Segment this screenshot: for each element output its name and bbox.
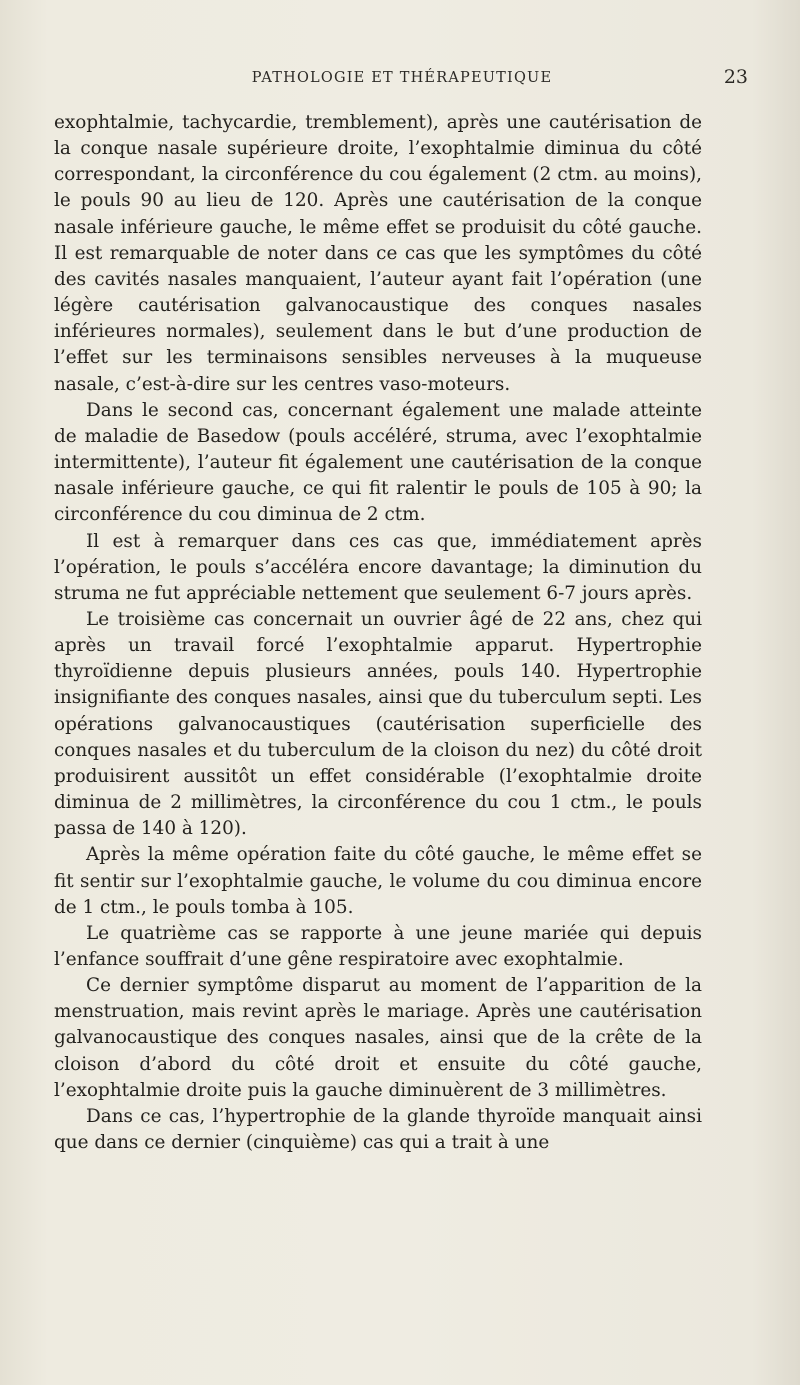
paragraph-third-case: Le troisième cas concernait un ouvrier âgé de 22 ans, chez qui après un travail forcé l’exophtalmie apparut. Hypertrophie thyroïdienne depuis plusieurs années, pouls 140. Hypertrophie insignifiante des conques nasales, ainsi que du tuberculum septi. Les opérations galvanocaustiques (cautérisation superficielle des conques nasales et du tuberculum de la cloison du nez) du côté droit produisirent aussitôt un effet considérable (l’exophtalmie droite diminua de 2 millimètres, la circonférence du cou 1 ctm., le pouls passa de 140 à 120). [54,608,702,840]
paragraph-remark: Il est à remarquer dans ces cas que, immédiatement après l’opération, le pouls s’accéléra encore davantage; la diminution du struma ne fut appréciable nettement que seulement 6-7 jours après. [54,530,702,604]
body-text [54,110,702,1156]
page-number: 23 [723,66,748,88]
paragraph-left-side: Après la même opération faite du côté gauche, le même effet se fit sentir sur l’exophtalmie gauche, le volume du cou diminua encore de 1 ctm., le pouls tomba à 105. [54,844,702,918]
paragraph-symptom: Ce dernier symptôme disparut au moment de l’apparition de la menstruation, mais revint après le mariage. Après une cautérisation galvanocaustique des conques nasales, ainsi que de la crête de la cloison d’abord du côté droit et ensuite du côté gauche, l’exophtalmie droite puis la gauche diminuèrent de 3 millimètres. [54,975,702,1101]
paragraph-fourth-case: Le quatrième cas se rapporte à une jeune mariée qui depuis l’enfance souffrait d’une gêne respiratoire avec exophtalmie. [54,922,702,970]
paragraph-continuation: exophtalmie, tachycardie, tremblement), après une cautérisation de la conque nasale supérieure droite, l’exophtalmie diminua du côté correspondant, la circonférence du cou également (2 ctm. au moins), le pouls 90 au lieu de 120. Après une cautérisation de la conque nasale inférieure gauche, le même effet se produisit du côté gauche. Il est remarquable de noter dans ce cas que les symptômes du côté des cavités nasales manquaient, l’auteur ayant fait l’opération (une légère cautérisation galvanocaustique des conques nasales inférieures normales), seulement dans le but d’une production de l’effet sur les terminaisons sensibles nerveuses à la muqueuse nasale, c’est-à-dire sur les centres vaso-moteurs. [54,112,702,395]
paragraph-thyroid: Dans ce cas, l’hypertrophie de la glande thyroïde manquait ainsi que dans ce dernier (cinquième) cas qui a trait à une [54,1105,702,1154]
paragraph-second-case: Dans le second cas, concernant également une malade atteinte de maladie de Basedow (pouls accéléré, struma, avec l’exophtalmie intermittente), l’auteur fit également une cautérisation de la conque nasale inférieure gauche, ce qui fit ralentir le pouls de 105 à 90; la circonférence du cou diminua de 2 ctm. [54,399,702,526]
page-header [56,62,748,92]
running-title: PATHOLOGIE ET THÉRAPEUTIQUE [251,70,553,86]
